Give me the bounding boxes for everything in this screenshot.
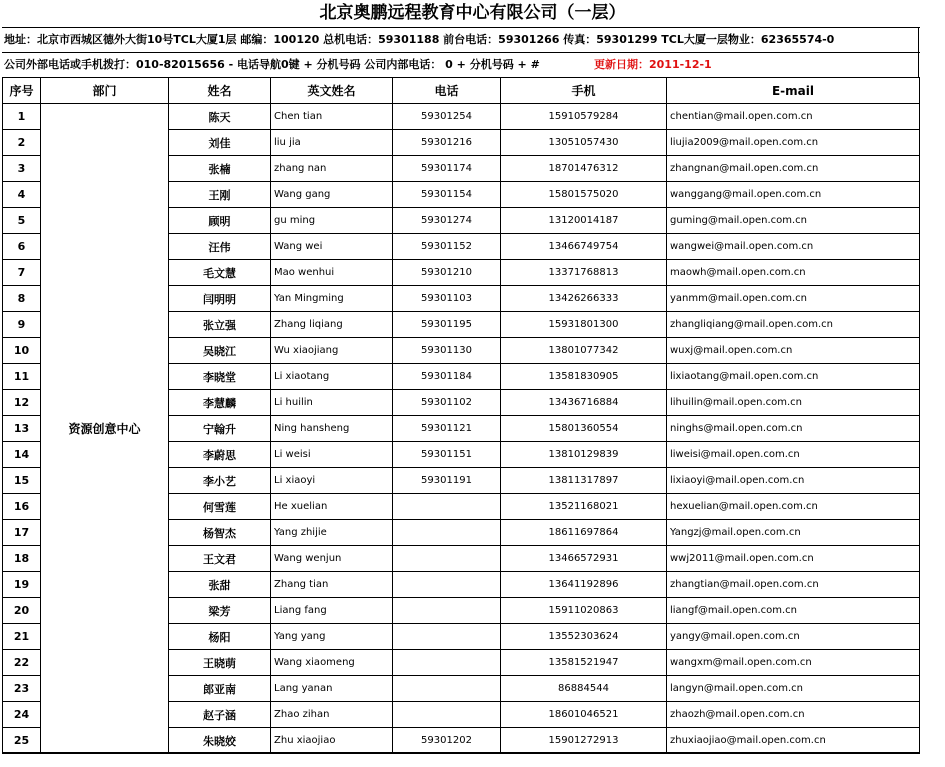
- cell-en-name[interactable]: Wu xiaojiang: [271, 338, 393, 364]
- cell-en-name[interactable]: Yang zhijie: [271, 520, 393, 546]
- cell-email[interactable]: guming@mail.open.com.cn: [667, 208, 920, 234]
- cell-no[interactable]: 7: [3, 260, 41, 286]
- cell-mobile[interactable]: 13051057430: [501, 130, 667, 156]
- cell-en-name[interactable]: Zhao zihan: [271, 702, 393, 728]
- cell-en-name[interactable]: Li weisi: [271, 442, 393, 468]
- cell-tel[interactable]: 59301121: [393, 416, 501, 442]
- header-name[interactable]: 姓名: [169, 78, 271, 104]
- cell-tel[interactable]: 59301191: [393, 468, 501, 494]
- cell-mobile[interactable]: 13371768813: [501, 260, 667, 286]
- page-title: 北京奥鹏远程教育中心有限公司（一层）: [319, 3, 626, 23]
- cell-mobile[interactable]: 13466749754: [501, 234, 667, 260]
- cell-no[interactable]: 8: [3, 286, 41, 312]
- cell-name[interactable]: 梁芳: [169, 598, 271, 624]
- cell-no[interactable]: 9: [3, 312, 41, 338]
- cell-tel[interactable]: [393, 546, 501, 572]
- cell-tel[interactable]: 59301195: [393, 312, 501, 338]
- cell-en-name[interactable]: Mao wenhui: [271, 260, 393, 286]
- cell-en-name[interactable]: Li xiaotang: [271, 364, 393, 390]
- cell-no[interactable]: 1: [3, 104, 41, 130]
- cell-en-name[interactable]: Ning hansheng: [271, 416, 393, 442]
- cell-en-name[interactable]: Liang fang: [271, 598, 393, 624]
- cell-email[interactable]: maowh@mail.open.com.cn: [667, 260, 920, 286]
- header-no[interactable]: 序号: [3, 78, 41, 104]
- cell-en-name[interactable]: zhang nan: [271, 156, 393, 182]
- cell-name[interactable]: 张楠: [169, 156, 271, 182]
- cell-email[interactable]: wuxj@mail.open.com.cn: [667, 338, 920, 364]
- cell-name[interactable]: 王刚: [169, 182, 271, 208]
- cell-email[interactable]: yanmm@mail.open.com.cn: [667, 286, 920, 312]
- cell-name[interactable]: 张甜: [169, 572, 271, 598]
- cell-tel[interactable]: [393, 598, 501, 624]
- header-row: [3, 78, 920, 104]
- cell-mobile[interactable]: 15911020863: [501, 598, 667, 624]
- cell-tel[interactable]: 59301102: [393, 390, 501, 416]
- cell-en-name[interactable]: Wang wenjun: [271, 546, 393, 572]
- cell-no[interactable]: 10: [3, 338, 41, 364]
- cell-tel[interactable]: [393, 572, 501, 598]
- cell-name[interactable]: 李小艺: [169, 468, 271, 494]
- cell-en-name[interactable]: Li huilin: [271, 390, 393, 416]
- cell-name[interactable]: 何雪莲: [169, 494, 271, 520]
- cell-name[interactable]: 毛文慧: [169, 260, 271, 286]
- update-date: 更新日期：2011-12-1: [594, 58, 712, 71]
- cell-no[interactable]: 23: [3, 676, 41, 702]
- cell-name[interactable]: 闫明明: [169, 286, 271, 312]
- cell-email[interactable]: wangwei@mail.open.com.cn: [667, 234, 920, 260]
- cell-name[interactable]: 陈天: [169, 104, 271, 130]
- cell-tel[interactable]: 59301274: [393, 208, 501, 234]
- cell-no[interactable]: 14: [3, 442, 41, 468]
- cell-mobile[interactable]: 13801077342: [501, 338, 667, 364]
- cell-email[interactable]: zhaozh@mail.open.com.cn: [667, 702, 920, 728]
- cell-no[interactable]: 17: [3, 520, 41, 546]
- cell-email[interactable]: wwj2011@mail.open.com.cn: [667, 546, 920, 572]
- cell-mobile[interactable]: 18701476312: [501, 156, 667, 182]
- cell-email[interactable]: zhuxiaojiao@mail.open.com.cn: [667, 728, 920, 754]
- cell-department[interactable]: 资源创意中心: [41, 104, 169, 754]
- cell-mobile[interactable]: 15801360554: [501, 416, 667, 442]
- cell-email[interactable]: yangy@mail.open.com.cn: [667, 624, 920, 650]
- cell-mobile[interactable]: 13811317897: [501, 468, 667, 494]
- cell-tel[interactable]: 59301174: [393, 156, 501, 182]
- cell-tel[interactable]: [393, 650, 501, 676]
- cell-en-name[interactable]: gu ming: [271, 208, 393, 234]
- cell-no[interactable]: 22: [3, 650, 41, 676]
- cell-tel[interactable]: [393, 702, 501, 728]
- cell-email[interactable]: ninghs@mail.open.com.cn: [667, 416, 920, 442]
- cell-no[interactable]: 3: [3, 156, 41, 182]
- cell-email[interactable]: hexuelian@mail.open.com.cn: [667, 494, 920, 520]
- cell-tel[interactable]: 59301154: [393, 182, 501, 208]
- cell-en-name[interactable]: Wang wei: [271, 234, 393, 260]
- cell-no[interactable]: 25: [3, 728, 41, 754]
- cell-tel[interactable]: [393, 494, 501, 520]
- cell-name[interactable]: 李晓堂: [169, 364, 271, 390]
- cell-no[interactable]: 11: [3, 364, 41, 390]
- cell-en-name[interactable]: Chen tian: [271, 104, 393, 130]
- cell-mobile[interactable]: 15910579284: [501, 104, 667, 130]
- cell-email[interactable]: wanggang@mail.open.com.cn: [667, 182, 920, 208]
- header-dept[interactable]: 部门: [41, 78, 169, 104]
- cell-tel[interactable]: 59301184: [393, 364, 501, 390]
- address-info-line: 地址：北京市西城区德外大街10号TCL大厦1层 邮编：100120 总机电话：59301188 前台电话：59301266 传真：59301299 TCL大厦一层物业：62365574-0: [2, 27, 920, 52]
- cell-en-name[interactable]: Zhang liqiang: [271, 312, 393, 338]
- header-en-name[interactable]: 英文姓名: [271, 78, 393, 104]
- cell-email[interactable]: langyn@mail.open.com.cn: [667, 676, 920, 702]
- cell-tel[interactable]: 59301151: [393, 442, 501, 468]
- cell-no[interactable]: 15: [3, 468, 41, 494]
- cell-mobile[interactable]: 13466572931: [501, 546, 667, 572]
- cell-email[interactable]: liweisi@mail.open.com.cn: [667, 442, 920, 468]
- cell-name[interactable]: 顾明: [169, 208, 271, 234]
- cell-no[interactable]: 20: [3, 598, 41, 624]
- cell-mobile[interactable]: 13426266333: [501, 286, 667, 312]
- cell-no[interactable]: 19: [3, 572, 41, 598]
- cell-name[interactable]: 赵子涵: [169, 702, 271, 728]
- cell-name[interactable]: 刘佳: [169, 130, 271, 156]
- cell-tel[interactable]: [393, 520, 501, 546]
- cell-mobile[interactable]: 18601046521: [501, 702, 667, 728]
- cell-no[interactable]: 24: [3, 702, 41, 728]
- cell-name[interactable]: 王文君: [169, 546, 271, 572]
- cell-mobile[interactable]: 15931801300: [501, 312, 667, 338]
- cell-tel[interactable]: 59301254: [393, 104, 501, 130]
- cell-no[interactable]: 18: [3, 546, 41, 572]
- cell-mobile[interactable]: 13436716884: [501, 390, 667, 416]
- cell-email[interactable]: zhangnan@mail.open.com.cn: [667, 156, 920, 182]
- cell-mobile[interactable]: 13120014187: [501, 208, 667, 234]
- cell-tel[interactable]: 59301103: [393, 286, 501, 312]
- cell-tel[interactable]: 59301216: [393, 130, 501, 156]
- cell-mobile[interactable]: 15801575020: [501, 182, 667, 208]
- cell-mobile[interactable]: 13641192896: [501, 572, 667, 598]
- cell-no[interactable]: 2: [3, 130, 41, 156]
- cell-mobile[interactable]: 13581830905: [501, 364, 667, 390]
- cell-mobile[interactable]: 13521168021: [501, 494, 667, 520]
- cell-en-name[interactable]: liu jia: [271, 130, 393, 156]
- cell-mobile[interactable]: 15901272913: [501, 728, 667, 754]
- cell-en-name[interactable]: Lang yanan: [271, 676, 393, 702]
- header-tel[interactable]: 电话: [393, 78, 501, 104]
- cell-en-name[interactable]: He xuelian: [271, 494, 393, 520]
- cell-no[interactable]: 12: [3, 390, 41, 416]
- cell-en-name[interactable]: Zhang tian: [271, 572, 393, 598]
- cell-mobile[interactable]: 13581521947: [501, 650, 667, 676]
- header-mobile[interactable]: 手机: [501, 78, 667, 104]
- cell-name[interactable]: 朱晓姣: [169, 728, 271, 754]
- cell-email[interactable]: liangf@mail.open.com.cn: [667, 598, 920, 624]
- cell-tel[interactable]: 59301130: [393, 338, 501, 364]
- cell-en-name[interactable]: Li xiaoyi: [271, 468, 393, 494]
- cell-en-name[interactable]: Wang xiaomeng: [271, 650, 393, 676]
- dialing-info-line: [2, 52, 920, 78]
- cell-email[interactable]: wangxm@mail.open.com.cn: [667, 650, 920, 676]
- cell-email[interactable]: liujia2009@mail.open.com.cn: [667, 130, 920, 156]
- cell-name[interactable]: 李慧麟: [169, 390, 271, 416]
- cell-name[interactable]: 张立强: [169, 312, 271, 338]
- cell-en-name[interactable]: Zhu xiaojiao: [271, 728, 393, 754]
- cell-email[interactable]: zhangliqiang@mail.open.com.cn: [667, 312, 920, 338]
- cell-no[interactable]: 21: [3, 624, 41, 650]
- cell-en-name[interactable]: Yan Mingming: [271, 286, 393, 312]
- cell-name[interactable]: 杨阳: [169, 624, 271, 650]
- dialing-instructions: 公司外部电话或手机拨打：010-82015656 - 电话导航0键 + 分机号码 公司内部电话： 0 + 分机号码 + #: [4, 58, 540, 71]
- cell-name[interactable]: 李蔚思: [169, 442, 271, 468]
- header-email[interactable]: E-mail: [667, 78, 920, 104]
- cell-en-name[interactable]: Yang yang: [271, 624, 393, 650]
- cell-en-name[interactable]: Wang gang: [271, 182, 393, 208]
- cell-no[interactable]: 4: [3, 182, 41, 208]
- cell-name[interactable]: 宁翰升: [169, 416, 271, 442]
- cell-email[interactable]: lihuilin@mail.open.com.cn: [667, 390, 920, 416]
- cell-mobile[interactable]: 18611697864: [501, 520, 667, 546]
- cell-name[interactable]: 郎亚南: [169, 676, 271, 702]
- table-row: [3, 104, 920, 130]
- cell-name[interactable]: 汪伟: [169, 234, 271, 260]
- cell-mobile[interactable]: 13810129839: [501, 442, 667, 468]
- cell-name[interactable]: 杨智杰: [169, 520, 271, 546]
- table-bottom-border: [2, 752, 919, 755]
- cell-email[interactable]: lixiaoyi@mail.open.com.cn: [667, 468, 920, 494]
- cell-email[interactable]: Yangzj@mail.open.com.cn: [667, 520, 920, 546]
- cell-mobile[interactable]: 86884544: [501, 676, 667, 702]
- table-body: [3, 104, 920, 754]
- cell-no[interactable]: 6: [3, 234, 41, 260]
- cell-name[interactable]: 吴晓江: [169, 338, 271, 364]
- cell-name[interactable]: 王晓萌: [169, 650, 271, 676]
- cell-no[interactable]: 5: [3, 208, 41, 234]
- cell-email[interactable]: chentian@mail.open.com.cn: [667, 104, 920, 130]
- cell-mobile[interactable]: 13552303624: [501, 624, 667, 650]
- info-border: [918, 27, 919, 77]
- cell-tel[interactable]: 59301202: [393, 728, 501, 754]
- cell-no[interactable]: 13: [3, 416, 41, 442]
- cell-tel[interactable]: 59301152: [393, 234, 501, 260]
- contact-table: [2, 77, 920, 754]
- cell-email[interactable]: lixiaotang@mail.open.com.cn: [667, 364, 920, 390]
- cell-tel[interactable]: [393, 676, 501, 702]
- cell-tel[interactable]: 59301210: [393, 260, 501, 286]
- cell-email[interactable]: zhangtian@mail.open.com.cn: [667, 572, 920, 598]
- cell-no[interactable]: 16: [3, 494, 41, 520]
- cell-tel[interactable]: [393, 624, 501, 650]
